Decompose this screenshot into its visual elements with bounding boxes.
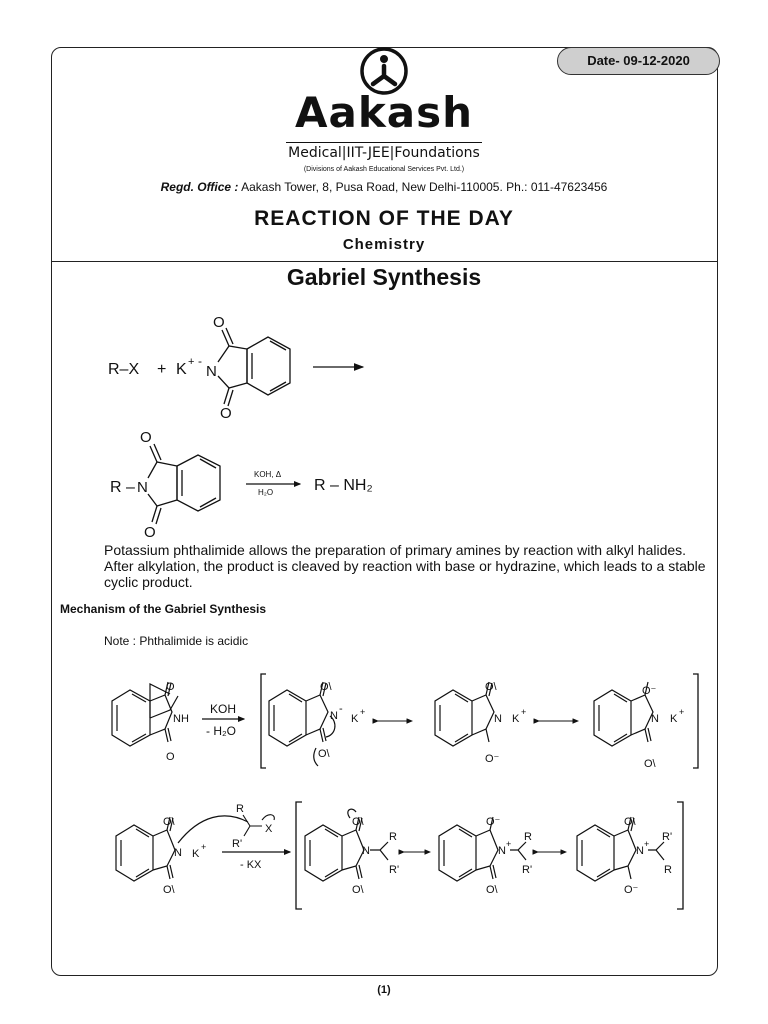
mech2-alkyl-r: R bbox=[236, 803, 244, 815]
scheme2-reagent-bottom: H₂O bbox=[258, 488, 274, 497]
regd-label: Regd. Office : bbox=[160, 180, 239, 194]
brand-tagline: Medical|IIT-JEE|Foundations bbox=[288, 145, 480, 161]
mech2-r3-r: R bbox=[664, 864, 672, 876]
scheme1-o-top: O bbox=[213, 314, 225, 331]
mech2-resonance-3 bbox=[577, 817, 664, 881]
mech1-r1-o-top: O\ bbox=[320, 681, 332, 693]
mech1-o-bottom: O bbox=[166, 751, 175, 763]
mech2-r2-r: R bbox=[524, 831, 532, 843]
mech2-r2-o-top: O⁻ bbox=[486, 816, 501, 828]
mech2-r1-n: N bbox=[362, 845, 370, 857]
scheme1-k-charge: + bbox=[188, 356, 195, 368]
mech2-r1-o-bottom: O\ bbox=[352, 884, 364, 896]
mech1-r1-plus: + bbox=[360, 707, 366, 717]
scheme1-n-charge: - bbox=[198, 354, 202, 368]
mech1-r2-n: N bbox=[494, 713, 502, 725]
mech1-r3-k: K bbox=[670, 713, 678, 725]
mech2-r1-rp: R' bbox=[389, 864, 400, 876]
scheme1-n: N bbox=[206, 363, 217, 380]
mech1-r2-plus: + bbox=[521, 707, 527, 717]
mech2-r2-rp: R' bbox=[522, 864, 533, 876]
mech2-r3-n: N bbox=[636, 845, 644, 857]
mechanism-title: Mechanism of the Gabriel Synthesis bbox=[60, 602, 267, 616]
mech2-r3-o-top: O\ bbox=[624, 816, 636, 828]
mechanism-row-1 bbox=[112, 674, 698, 770]
mech1-bracket-right bbox=[693, 674, 698, 768]
scheme1-plus: + bbox=[157, 361, 167, 378]
mech1-r1-o-bottom: O\ bbox=[318, 748, 330, 760]
mech2-resonance-2 bbox=[439, 817, 526, 881]
mech1-r3-n: N bbox=[651, 713, 659, 725]
mech2-bracket-left bbox=[296, 802, 302, 909]
scheme2-n: N bbox=[137, 479, 148, 496]
mech2-r2-o-bottom: O\ bbox=[486, 884, 498, 896]
description-paragraph: Potassium phthalimide allows the preparation of primary amines by reaction with alkyl halides. After alkylation, the product is cleaved by reaction with base or hydrazine, which leads to a stable cyclic product. bbox=[104, 542, 706, 590]
mech2-phthalimide-anion bbox=[116, 816, 248, 881]
mech1-reagent-bottom: - H₂O bbox=[206, 724, 236, 738]
mech2-k: K bbox=[192, 848, 200, 860]
scheme1-phthalimide bbox=[218, 328, 290, 406]
scheme2-r: R – bbox=[110, 479, 135, 496]
scheme2-product: R – NH₂ bbox=[314, 477, 373, 494]
mech1-o-top: O bbox=[166, 681, 175, 693]
mech1-nh: NH bbox=[173, 713, 189, 725]
scheme2-reaction bbox=[110, 429, 373, 541]
mech2-r1-o-top: O\ bbox=[352, 816, 364, 828]
division-line: (Divisions of Aakash Educational Services Pvt. Ltd.) bbox=[303, 166, 465, 173]
mech2-n: N bbox=[174, 847, 182, 859]
mech1-r1-minus: - bbox=[339, 703, 343, 715]
mech2-r2-plus: + bbox=[506, 839, 512, 849]
mech1-r1-k: K bbox=[351, 713, 359, 725]
page-number: (1) bbox=[377, 984, 391, 996]
regd-address: Aakash Tower, 8, Pusa Road, New Delhi-110005. Ph.: 011-47623456 bbox=[238, 180, 608, 194]
topic-title: Gabriel Synthesis bbox=[286, 264, 482, 290]
header-subject: Chemistry bbox=[342, 236, 426, 253]
scheme2-reagent-top: KOH, Δ bbox=[254, 470, 282, 479]
date-badge: Date- 09-12-2020 bbox=[557, 47, 720, 75]
mech2-alkyl-x: X bbox=[265, 823, 273, 835]
mech2-r3-o-bottom: O⁻ bbox=[624, 884, 639, 896]
mech1-r1-n: N bbox=[330, 710, 338, 722]
note-text: Note : Phthalimide is acidic bbox=[104, 634, 249, 648]
mechanism-row-2 bbox=[116, 802, 683, 909]
mech1-r2-o-top: O\ bbox=[485, 681, 497, 693]
mech1-r3-o-bottom: O\ bbox=[644, 758, 656, 770]
mech2-bracket-right bbox=[677, 802, 683, 909]
mech1-r2-o-bottom: O⁻ bbox=[485, 753, 500, 765]
mech2-r2-n: N bbox=[498, 845, 506, 857]
scheme2-o-top: O bbox=[140, 429, 152, 446]
mech1-r2-k: K bbox=[512, 713, 520, 725]
scheme1-rx: R–X bbox=[108, 361, 140, 378]
mech2-o-bottom: O\ bbox=[163, 884, 175, 896]
mech1-r3-plus: + bbox=[679, 707, 685, 717]
mech2-r1-r: R bbox=[389, 831, 397, 843]
scheme1-o-bottom: O bbox=[220, 405, 232, 422]
scheme2-o-bottom: O bbox=[144, 524, 156, 541]
brand-name: Aakash bbox=[294, 88, 474, 137]
mech1-r3-o-top: O⁻ bbox=[642, 685, 657, 697]
scheme1-reaction bbox=[108, 314, 363, 422]
scheme1-k: K bbox=[176, 361, 187, 378]
mech2-r3-rp: R' bbox=[662, 831, 673, 843]
mech1-bracket-left bbox=[261, 674, 266, 768]
mech2-resonance-1 bbox=[305, 809, 388, 881]
mech2-r3-plus: + bbox=[644, 839, 650, 849]
mech2-plus: + bbox=[201, 842, 207, 852]
mech2-kx: - KX bbox=[240, 859, 262, 871]
mech2-alkyl-rp: R' bbox=[232, 838, 243, 850]
mech2-o-top: O\ bbox=[163, 816, 175, 828]
scheme2-phthalimide bbox=[148, 444, 220, 524]
mech1-reagent-top: KOH bbox=[210, 702, 237, 716]
header-title: REACTION OF THE DAY bbox=[254, 207, 514, 230]
